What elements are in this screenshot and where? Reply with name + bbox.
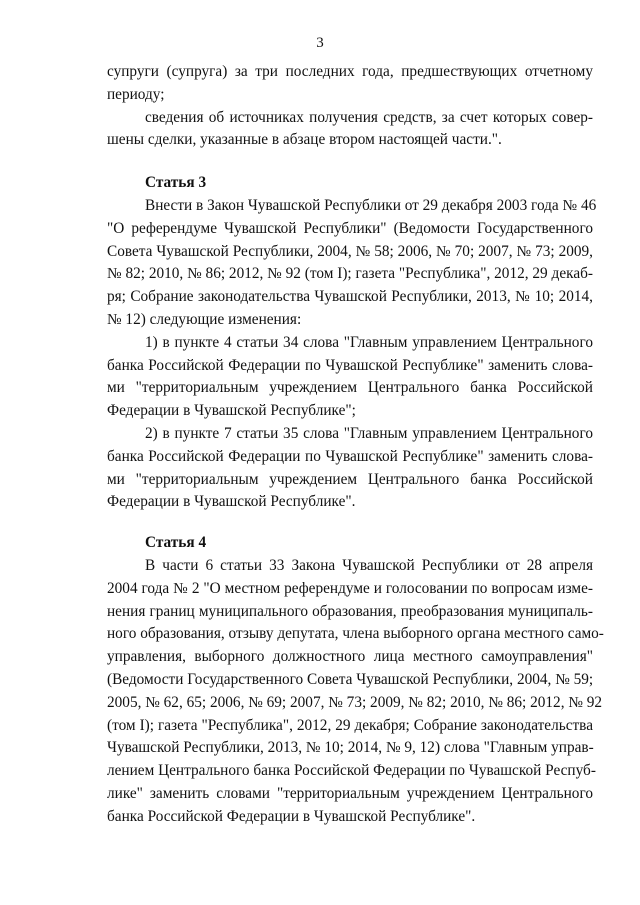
text-line: банка Российской Федерации по Чувашской Республике" заменить слова-	[107, 447, 593, 465]
text-line: супруги (супруга) за три последних года, предшествующих отчетному	[107, 63, 593, 80]
article-3-heading: Статья 3	[145, 174, 207, 192]
text-line: ного образования, отзыву депутата, члена выборного органа местного само-	[107, 625, 604, 643]
text-line: Внести в Закон Чувашской Республики от 29 декабря 2003 года № 46	[145, 196, 597, 214]
text-line: 2005, № 62, 65; 2006, № 69; 2007, № 73; 2009, № 82; 2010, № 86; 2012, № 92	[107, 693, 603, 711]
text-line: управления, выборного должностного лица местного самоуправления"	[107, 648, 593, 666]
text-line: ми "территориальным учреждением Центрального банка Российской	[107, 379, 593, 397]
text-line: 1) в пункте 4 статьи 34 слова "Главным управлением Центрального	[145, 333, 593, 351]
text-line: 2004 года № 2 "О местном референдуме и голосовании по вопросам изме-	[107, 579, 593, 597]
text-line: Совета Чувашской Республики, 2004, № 58; 2006, № 70; 2007, № 73; 2009,	[107, 242, 593, 260]
text-line: Федерации в Чувашской Республике".	[107, 493, 356, 511]
text-line: "О референдуме Чувашской Республики" (Ведомости Государственного	[107, 219, 593, 237]
text-line: № 82; 2010, № 86; 2012, № 92 (том I); газета "Республика", 2012, 29 декаб-	[107, 265, 593, 283]
article-4-heading: Статья 4	[145, 534, 207, 552]
text-line: Чувашской Республики, 2013, № 10; 2014, № 9, 12) слова "Главным управ-	[107, 739, 594, 757]
text-line: нения границ муниципального образования, преобразования муниципаль-	[107, 602, 593, 620]
text-line: сведения об источниках получения средств, за счет которых совер-	[145, 108, 593, 126]
text-line: ми "территориальным учреждением Центрального банка Российской	[107, 470, 593, 488]
text-line: Федерации в Чувашской Республике";	[107, 402, 356, 420]
text-line: шены сделки, указанные в абзаце втором настоящей части.".	[107, 131, 502, 149]
text-line: № 12) следующие изменения:	[107, 310, 302, 328]
text-line: (Ведомости Государственного Совета Чувашской Республики, 2004, № 59;	[107, 670, 594, 688]
text-line: банка Российской Федерации в Чувашской Республике".	[107, 807, 476, 825]
page-number: 3	[316, 35, 324, 51]
document-body	[107, 61, 604, 829]
text-line: банка Российской Федерации по Чувашской Республике" заменить слова-	[107, 356, 593, 374]
text-line: (том I); газета "Республика", 2012, 29 декабря; Собрание законодательства	[107, 716, 593, 734]
text-line: лике" заменить словами "территориальным учреждением Центрального	[107, 784, 593, 802]
text-line: периоду;	[107, 85, 165, 103]
text-line: лением Центрального банка Российской Федерации по Чувашской Респуб-	[107, 762, 596, 780]
text-line: ря; Собрание законодательства Чувашской Республики, 2013, № 10; 2014,	[107, 288, 593, 306]
text-line: 2) в пункте 7 статьи 35 слова "Главным управлением Центрального	[145, 424, 593, 442]
text-line: В части 6 статьи 33 Закона Чувашской Республики от 28 апреля	[145, 556, 593, 574]
